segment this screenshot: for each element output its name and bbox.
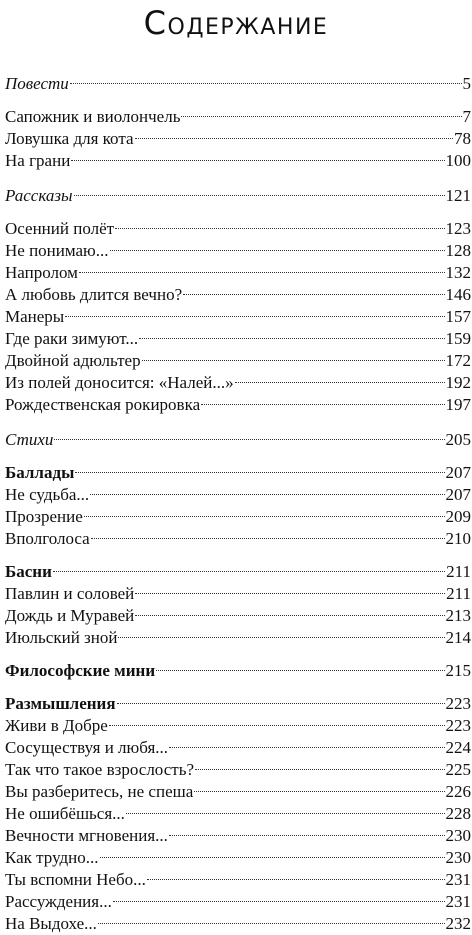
dot-leader [71, 159, 444, 161]
toc-entry[interactable] [5, 847, 471, 869]
toc-entry-title: А любовь длится вечно? [5, 285, 183, 304]
dot-leader [75, 471, 444, 473]
toc-entry-title: На грани [5, 151, 71, 170]
toc-entry[interactable] [5, 484, 471, 506]
toc-entry-page: 230 [445, 826, 471, 845]
dot-leader [142, 359, 445, 361]
dot-leader [235, 381, 445, 383]
toc-entry-page: 224 [445, 738, 471, 757]
dot-leader [100, 856, 445, 858]
toc-entry[interactable] [5, 328, 471, 350]
toc-entry-title: Сапожник и виолончель [5, 107, 181, 126]
spacer [5, 682, 471, 693]
dot-leader [194, 790, 444, 792]
toc-entry-page: 225 [445, 760, 471, 779]
toc-entry-page: 207 [445, 485, 471, 504]
toc-entry[interactable] [5, 506, 471, 528]
dot-leader [79, 271, 445, 273]
toc-entry[interactable] [5, 737, 471, 759]
spacer [5, 550, 471, 561]
toc-entry-page: 231 [445, 892, 471, 911]
dot-leader [117, 702, 445, 704]
dot-leader [126, 812, 445, 814]
toc-entry-title: Осенний полёт [5, 219, 115, 238]
dot-leader [181, 115, 461, 117]
dot-leader [110, 249, 445, 251]
toc-entry[interactable] [5, 781, 471, 803]
dot-leader [195, 768, 445, 770]
toc-entry[interactable] [5, 825, 471, 847]
toc-entry-title: Размышления [5, 694, 116, 713]
page-title: Содержание [143, 4, 329, 42]
toc-entry[interactable] [5, 262, 471, 284]
toc-entry-title: Напролом [5, 263, 78, 282]
toc-entry-title: Не понимаю... [5, 241, 109, 260]
dot-leader [74, 194, 445, 196]
toc-entry[interactable] [5, 627, 471, 649]
toc-entry-title: Ты вспомни Небо... [5, 870, 146, 889]
dot-leader [98, 922, 445, 924]
toc-entry-page: 226 [445, 782, 471, 801]
dot-leader [156, 669, 444, 671]
toc-entry-page: 207 [445, 463, 471, 482]
toc-entry-page: 157 [445, 307, 471, 326]
toc-entry[interactable] [5, 350, 471, 372]
toc-entry-title: Стихи [5, 430, 54, 449]
toc-entry-page: 223 [445, 716, 471, 735]
toc-entry-page: 214 [445, 628, 471, 647]
toc-entry[interactable] [5, 583, 471, 605]
toc-entry-title: Басни [5, 562, 52, 581]
toc-entry-title: Философские мини [5, 661, 156, 680]
dot-leader [109, 724, 445, 726]
toc-entry-title: Живи в Добре [5, 716, 108, 735]
toc-entry-title: Вполголоса [5, 529, 90, 548]
toc-entry[interactable] [5, 128, 471, 150]
dot-leader [147, 878, 445, 880]
spacer [5, 451, 471, 462]
toc-entry-page: 210 [445, 529, 471, 548]
toc-entry-title: Ловушка для кота [5, 129, 134, 148]
toc-entry-page: 209 [445, 507, 471, 526]
toc-subsection-ballady[interactable] [5, 462, 471, 484]
toc-entry-page: 205 [445, 430, 471, 449]
toc-entry[interactable] [5, 913, 471, 935]
toc-entry-title: Повести [5, 74, 69, 93]
toc-entry[interactable] [5, 715, 471, 737]
toc-entry[interactable] [5, 240, 471, 262]
dot-leader [139, 337, 444, 339]
dot-leader [118, 636, 444, 638]
toc-entry-title: Дождь и Муравей [5, 606, 135, 625]
toc-entry-page: 172 [445, 351, 471, 370]
dot-leader [183, 293, 444, 295]
spacer [5, 416, 471, 429]
toc-entry-title: Баллады [5, 463, 75, 482]
toc-section-rasskazy[interactable] [5, 185, 471, 207]
toc-entry-page: 121 [445, 186, 471, 205]
table-of-contents [5, 73, 471, 935]
toc-entry[interactable] [5, 306, 471, 328]
toc-entry-title: На Выдохе... [5, 914, 97, 933]
toc-entry-page: 78 [454, 129, 471, 148]
toc-entry-title: Вечности мгновения... [5, 826, 168, 845]
toc-section-povesti[interactable] [5, 73, 471, 95]
toc-entry-page: 132 [445, 263, 471, 282]
toc-entry[interactable] [5, 869, 471, 891]
toc-entry-title: Рождественская рокировка [5, 395, 201, 414]
toc-entry-page: 128 [445, 241, 471, 260]
dot-leader [84, 515, 445, 517]
dot-leader [169, 834, 445, 836]
toc-entry[interactable] [5, 150, 471, 172]
toc-entry-title: Не судьба... [5, 485, 90, 504]
toc-entry-title: Июльский зной [5, 628, 118, 647]
spacer [5, 95, 471, 106]
toc-entry-title: Из полей доносится: «Налей...» [5, 373, 234, 392]
toc-entry-page: 211 [446, 562, 471, 581]
toc-subsection-basni[interactable] [5, 561, 471, 583]
toc-entry-title: Манеры [5, 307, 65, 326]
dot-leader [90, 493, 444, 495]
dot-leader [115, 227, 444, 229]
toc-entry[interactable] [5, 372, 471, 394]
toc-entry-page: 213 [445, 606, 471, 625]
toc-entry-title: Как трудно... [5, 848, 99, 867]
toc-entry-title: Рассуждения... [5, 892, 112, 911]
toc-entry-page: 228 [445, 804, 471, 823]
toc-entry-page: 211 [446, 584, 471, 603]
spacer [5, 172, 471, 185]
toc-entry-page: 5 [462, 74, 471, 93]
dot-leader [135, 592, 445, 594]
toc-entry[interactable] [5, 891, 471, 913]
toc-entry-page: 197 [445, 395, 471, 414]
toc-entry-page: 159 [445, 329, 471, 348]
toc-entry-title: Не ошибёшься... [5, 804, 125, 823]
toc-entry-title: Сосуществуя и любя... [5, 738, 169, 757]
toc-entry-page: 146 [445, 285, 471, 304]
toc-subsection-filosofskie[interactable] [5, 660, 471, 682]
dot-leader [53, 570, 445, 572]
dot-leader [135, 614, 444, 616]
toc-entry[interactable] [5, 394, 471, 416]
toc-entry[interactable] [5, 528, 471, 550]
toc-entry-page: 215 [445, 661, 471, 680]
toc-entry-page: 192 [445, 373, 471, 392]
toc-subsection-razmyshleniya[interactable] [5, 693, 471, 715]
toc-entry[interactable] [5, 284, 471, 306]
toc-entry-title: Двойной адюльтер [5, 351, 141, 370]
toc-entry-page: 230 [445, 848, 471, 867]
toc-entry-title: Так что такое взрослость? [5, 760, 194, 779]
spacer [5, 649, 471, 660]
dot-leader [70, 82, 462, 84]
toc-entry-title: Павлин и соловей [5, 584, 135, 603]
dot-leader [91, 537, 445, 539]
dot-leader [54, 438, 444, 440]
toc-entry-page: 7 [462, 107, 471, 126]
toc-entry[interactable] [5, 218, 471, 240]
toc-entry-page: 232 [445, 914, 471, 933]
spacer [5, 207, 471, 218]
toc-entry-page: 231 [445, 870, 471, 889]
dot-leader [113, 900, 445, 902]
toc-entry-title: Прозрение [5, 507, 83, 526]
dot-leader [201, 403, 444, 405]
dot-leader [135, 137, 454, 139]
toc-entry[interactable] [5, 605, 471, 627]
toc-entry-title: Где раки зимуют... [5, 329, 139, 348]
toc-entry[interactable] [5, 759, 471, 781]
dot-leader [169, 746, 444, 748]
toc-entry-page: 223 [445, 694, 471, 713]
toc-entry-page: 123 [445, 219, 471, 238]
dot-leader [65, 315, 444, 317]
toc-section-stikhi[interactable] [5, 429, 471, 451]
toc-entry[interactable] [5, 803, 471, 825]
toc-entry-page: 100 [445, 151, 471, 170]
toc-entry[interactable] [5, 106, 471, 128]
toc-entry-title: Вы разберитесь, не спеша [5, 782, 194, 801]
toc-entry-title: Рассказы [5, 186, 73, 205]
